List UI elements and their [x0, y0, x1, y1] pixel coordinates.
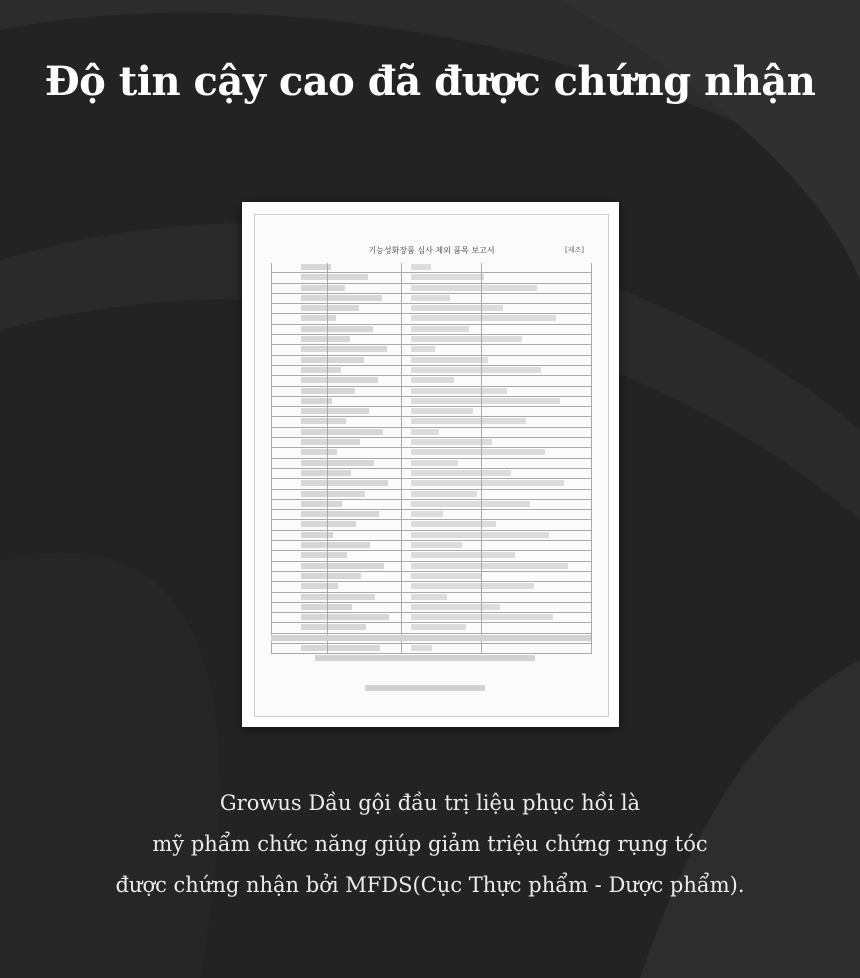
certificate-table-row — [271, 500, 591, 510]
certificate-table-row — [271, 284, 591, 294]
certificate-cell — [411, 480, 564, 486]
certificate-cell — [301, 480, 388, 486]
certificate-cell — [411, 377, 454, 383]
certificate-cell — [411, 460, 458, 466]
certificate-cell — [301, 326, 373, 332]
certificate-table-row — [271, 551, 591, 561]
certificate-cell — [411, 315, 556, 321]
certificate-cell — [301, 532, 333, 538]
certificate-cell — [301, 449, 337, 455]
certificate-cell — [411, 583, 534, 589]
certificate-table-row — [271, 593, 591, 603]
certificate-cell — [411, 439, 492, 445]
certificate-cell — [411, 511, 443, 517]
certificate-cell — [411, 594, 447, 600]
certificate-cell — [411, 604, 500, 610]
description-line: mỹ phẩm chức năng giúp giảm triệu chứng rụng tóc — [152, 832, 708, 856]
certificate-table-row — [271, 644, 591, 654]
certificate-tag: [제조] — [565, 246, 584, 254]
certificate-grid-line — [327, 263, 328, 654]
certificate-cell — [301, 542, 370, 548]
certificate-cell — [301, 511, 379, 517]
certificate-cell — [301, 346, 387, 352]
certificate-table-row — [271, 397, 591, 407]
certificate-cell — [411, 398, 560, 404]
certificate-cell — [411, 336, 522, 342]
certificate-table-row — [271, 325, 591, 335]
certificate-table-row — [271, 304, 591, 314]
certificate-cell — [301, 418, 346, 424]
certificate-table-row — [271, 314, 591, 324]
certificate-table-row — [271, 263, 591, 273]
certificate-table-row — [271, 531, 591, 541]
certificate-cell — [301, 521, 356, 527]
certificate-cell — [301, 388, 355, 394]
certificate-cell — [411, 470, 511, 476]
certificate-cell — [411, 285, 537, 291]
certificate-cell — [301, 624, 366, 630]
certificate-cell — [411, 346, 435, 352]
certificate-cell — [301, 367, 341, 373]
certificate-image — [242, 202, 619, 727]
certificate-table-row — [271, 613, 591, 623]
certificate-table-row — [271, 623, 591, 633]
certificate-table-row — [271, 448, 591, 458]
certificate-table-row — [271, 582, 591, 592]
certificate-cell — [411, 614, 553, 620]
description-line: được chứng nhận bởi MFDS(Cục Thực phẩm - Dược phẩm). — [115, 873, 745, 897]
certificate-cell — [301, 552, 347, 558]
certificate-table-row — [271, 376, 591, 386]
certificate-cell — [411, 501, 530, 507]
certificate-cell — [301, 305, 359, 311]
certificate-cell — [301, 501, 342, 507]
certificate-table-row — [271, 572, 591, 582]
certificate-cell — [301, 614, 389, 620]
certificate-cell — [411, 326, 469, 332]
certificate-cell — [411, 573, 481, 579]
certificate-table-row — [271, 356, 591, 366]
certificate-cell — [411, 521, 496, 527]
certificate-cell — [411, 367, 541, 373]
certificate-title: 기능성화장품 심사 제외 품목 보고서 — [368, 246, 495, 255]
description — [0, 783, 860, 906]
certificate-cell — [411, 295, 450, 301]
certificate-cell — [411, 532, 549, 538]
certificate-grid-line — [481, 263, 482, 654]
certificate-table-row — [271, 273, 591, 283]
certificate-cell — [301, 336, 350, 342]
certificate-table-row — [271, 459, 591, 469]
certificate-document — [254, 214, 609, 717]
certificate-cell — [411, 305, 503, 311]
certificate-cell — [411, 624, 466, 630]
certificate-table-row — [271, 387, 591, 397]
certificate-cell — [301, 594, 375, 600]
certificate-cell — [301, 563, 384, 569]
certificate-cell — [411, 449, 545, 455]
certificate-table — [271, 263, 591, 654]
certificate-table-row — [271, 479, 591, 489]
certificate-cell — [301, 460, 374, 466]
description-line: Growus Dầu gội đầu trị liệu phục hồi là — [219, 791, 641, 815]
certificate-table-row — [271, 345, 591, 355]
certificate-table-row — [271, 603, 591, 613]
certificate-cell — [301, 470, 351, 476]
certificate-cell — [411, 645, 432, 651]
certificate-cell — [301, 408, 369, 414]
certificate-table-row — [271, 428, 591, 438]
certificate-cell — [301, 295, 382, 301]
certificate-cell — [411, 491, 477, 497]
certificate-cell — [411, 542, 462, 548]
certificate-cell — [301, 491, 365, 497]
certificate-table-row — [271, 469, 591, 479]
certificate-cell — [301, 285, 345, 291]
certificate-cell — [301, 645, 380, 651]
certificate-footer-line — [315, 655, 535, 661]
certificate-grid-line — [401, 263, 402, 654]
certificate-table-row — [271, 510, 591, 520]
certificate-grid-line — [271, 263, 272, 654]
certificate-table-row — [271, 520, 591, 530]
certificate-table-row — [271, 490, 591, 500]
certificate-cell — [301, 357, 364, 363]
certificate-table-row — [271, 562, 591, 572]
certificate-cell — [301, 583, 338, 589]
certificate-table-row — [271, 541, 591, 551]
certificate-grid-line — [591, 263, 592, 654]
certificate-cell — [411, 429, 439, 435]
certificate-table-row — [271, 407, 591, 417]
certificate-cell — [301, 439, 360, 445]
certificate-cell — [411, 418, 526, 424]
certificate-cell — [411, 563, 568, 569]
certificate-cell — [411, 357, 488, 363]
certificate-cell — [411, 388, 507, 394]
page-title: Độ tin cậy cao đã được chứng nhận — [44, 58, 816, 105]
certificate-footer-line — [271, 635, 591, 641]
certificate-table-row — [271, 366, 591, 376]
certificate-table-row — [271, 417, 591, 427]
certificate-cell — [301, 377, 378, 383]
certificate-table-row — [271, 335, 591, 345]
certificate-cell — [301, 315, 336, 321]
certificate-cell — [301, 429, 383, 435]
certificate-cell — [411, 552, 515, 558]
certificate-cell — [411, 274, 484, 280]
certificate-table-row — [271, 294, 591, 304]
certificate-cell — [411, 264, 431, 270]
certificate-cell — [301, 573, 361, 579]
certificate-cell — [301, 274, 368, 280]
certificate-cell — [411, 408, 473, 414]
certificate-table-row — [271, 438, 591, 448]
certificate-footer-line — [365, 685, 485, 691]
